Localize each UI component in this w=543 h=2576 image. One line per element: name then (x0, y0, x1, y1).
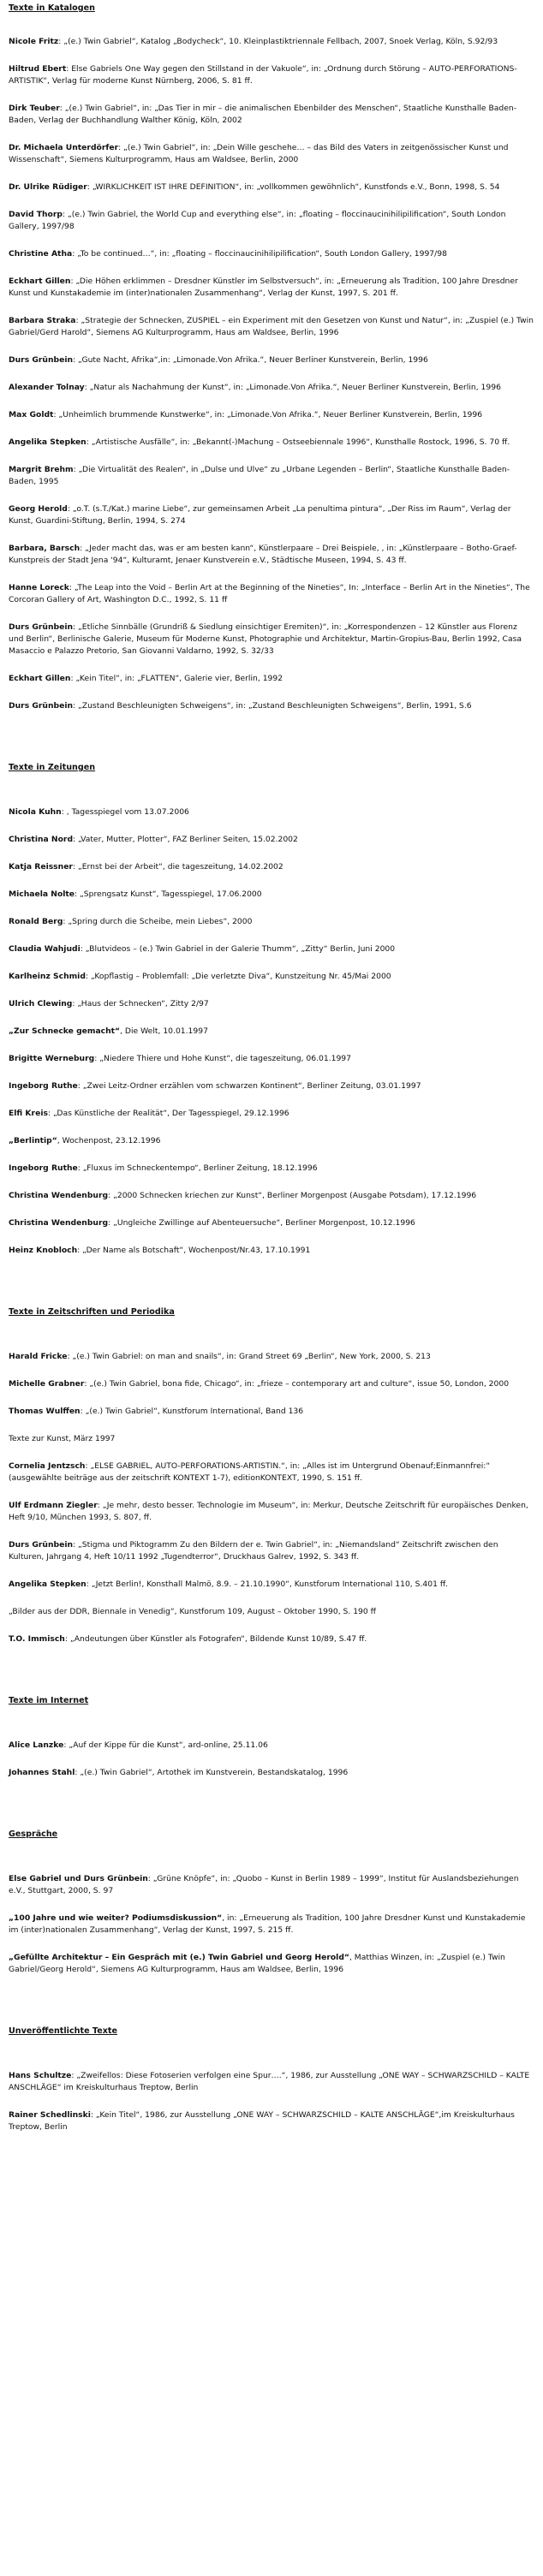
entry-detail: : „Blutvideos – (e.) Twin Gabriel in der Galerie Thumm“, „Zitty“ Berlin, Juni 2000 (80, 944, 396, 954)
bibliography-entry (9, 464, 534, 488)
entry-detail: Texte zur Kunst, März 1997 (9, 1434, 116, 1443)
entry-author: Max Goldt (9, 410, 54, 419)
entry-detail: , Wochenpost, 23.12.1996 (57, 1136, 161, 1145)
bibliography-entry (9, 181, 534, 193)
bibliography-entry (9, 998, 534, 1010)
entry-author: Durs Grünbein (9, 355, 74, 365)
entry-author: Christina Nord (9, 835, 74, 844)
bibliography-entry (9, 276, 534, 300)
entry-detail: : „(e.) Twin Gabriel“, Kunstforum International, Band 136 (80, 1407, 304, 1416)
entry-author: Ingeborg Ruthe (9, 1163, 78, 1173)
bibliography-entry (9, 1633, 534, 1645)
bibliography-entry (9, 543, 534, 567)
entry-detail: : „Sprengsatz Kunst“, Tagesspiegel, 17.06.2000 (75, 889, 262, 899)
entry-author: Else Gabriel und Durs Grünbein (9, 1874, 148, 1883)
bibliography-entry (9, 1500, 534, 1524)
entry-author: Heinz Knobloch (9, 1246, 78, 1255)
entry-author: Nicola Kuhn (9, 807, 62, 817)
bibliography-entry (9, 622, 534, 657)
section-title: Texte in Zeitschriften und Periodika (9, 1307, 175, 1317)
entry-author: „Berlintip“ (9, 1136, 57, 1145)
entry-author: Ulf Erdmann Ziegler (9, 1501, 98, 1510)
entry-author: Margrit Brehm (9, 465, 74, 474)
section-title: Texte im Internet (9, 1696, 89, 1705)
entry-detail: : „Zwei Leitz-Ordner erzählen vom schwarzen Kontinent“, Berliner Zeitung, 03.01.1997 (77, 1081, 421, 1091)
entry-detail: : „Grüne Knöpfe“, in: „Quobo – Kunst in Berlin 1989 – 1999“, Institut für Auslandsbeziehungen e.V., Stuttgart, 2000, S. 97 (9, 1874, 519, 1895)
entry-author: Christina Wendenburg (9, 1191, 109, 1200)
entry-author: Hanne Loreck (9, 583, 69, 592)
bibliography-entry (9, 1378, 534, 1390)
bibliography-entry (9, 354, 534, 366)
entry-detail: : „The Leap into the Void – Berlin Art at the Beginning of the Nineties“, In: „Interface – Berlin Art in the Nineties“, The Corcoran Gallery of Art, Washington D.C., 1992, S. 11 ff (9, 583, 530, 604)
entry-author: Ulrich Clewing (9, 999, 73, 1008)
entry-author: Christina Wendenburg (9, 1218, 109, 1228)
entry-detail: : „Jeder macht das, was er am besten kann“, Künstlerpaare – Drei Beispiele, , in: „Künstlerpaare – Botho-Graef-Kunstpreis der Stadt Jena '94“, Kulturamt, Jenaer Kunstverein e.V., Städtische Museen, 1994, S. 43 ff. (9, 544, 517, 565)
bibliography-section (9, 1829, 534, 1976)
entry-author: Eckhart Gillen (9, 277, 71, 286)
entry-author: Dr. Michaela Unterdörfer (9, 143, 119, 152)
entry-detail: „Bilder aus der DDR, Biennale in Venedig“, Kunstforum 109, August – Oktober 1990, S. 190 ff (9, 1607, 376, 1616)
entry-detail: : „Die Virtualität des Realen“, in „Dulse und Ulve“ zu „Urbane Legenden – Berlin“, Staatliche Kunsthalle Baden-Baden, 1995 (9, 465, 510, 486)
section-title: Unveröffentlichte Texte (9, 2026, 117, 2036)
entry-author: „100 Jahre und wie weiter? Podiumsdiskussion“ (9, 1913, 223, 1923)
bibliography-entry (9, 1026, 534, 1038)
bibliography-entry (9, 1245, 534, 1257)
entry-author: Hans Schultze (9, 2071, 72, 2080)
entry-author: Elfi Kreis (9, 1109, 48, 1118)
bibliography-entry (9, 943, 534, 955)
bibliography-entry (9, 1740, 534, 1752)
bibliography-entry (9, 889, 534, 901)
bibliography-entry (9, 2070, 534, 2094)
entry-detail: : „Haus der Schnecken“, Zitty 2/97 (72, 999, 209, 1008)
bibliography-entry (9, 2109, 534, 2133)
entry-author: Harald Fricke (9, 1352, 68, 1361)
entry-detail: , Matthias Winzen, in: „Zuspiel (e.) Twin Gabriel/Georg Herold“, Siemens AG Kulturprogramm, Haus am Waldsee, Berlin, 1996 (9, 1953, 505, 1974)
bibliography-entry (9, 1406, 534, 1418)
entry-author: Dirk Teuber (9, 104, 60, 113)
bibliography-entry (9, 1579, 534, 1591)
bibliography-entry (9, 1351, 534, 1363)
entry-detail: : „Niedere Thiere und Hohe Kunst“, die tageszeitung, 06.01.1997 (94, 1054, 352, 1063)
entry-detail: : „Das Künstliche der Realität“, Der Tagesspiegel, 29.12.1996 (47, 1109, 289, 1118)
section-title: Texte in Zeitungen (9, 763, 96, 772)
entry-author: Alice Lanzke (9, 1740, 64, 1750)
entry-author: Katja Reissner (9, 862, 73, 872)
bibliography-entry (9, 142, 534, 166)
bibliography-entry (9, 409, 534, 421)
bibliography-entry (9, 1108, 534, 1120)
entry-detail: : „Jetzt Berlin!, Konsthall Malmö, 8.9. – 21.10.1990“, Kunstforum International 110, S.401 ff. (86, 1580, 449, 1589)
bibliography-entry (9, 103, 534, 127)
entry-detail: : „o.T. (s.T./Kat.) marine Liebe“, zur gemeinsamen Arbeit „La penultima pintura“, „Der Riss im Raum“, Verlag der Kunst, Guardini-Stiftung, Berlin, 1994, S. 274 (9, 504, 511, 526)
bibliography-entry (9, 1163, 534, 1175)
bibliography-entry (9, 437, 534, 449)
bibliography-entry (9, 63, 534, 87)
entry-detail: : „Ungleiche Zwillinge auf Abenteuersuche“, Berliner Morgenpost, 10.12.1996 (108, 1218, 415, 1228)
entry-detail: : „Die Höhen erklimmen – Dresdner Künstler im Selbstversuch“, in: „Erneuerung als Tradition, 100 Jahre Dresdner Kunst und Kunstakademie im (inter)nationalen Zusammenhang“, Verlag der Kunst, 1997, S. 201 ff. (9, 277, 518, 298)
entry-author: Claudia Wahjudi (9, 944, 81, 954)
bibliography-entry (9, 1952, 534, 1976)
bibliography-section (9, 1695, 534, 1779)
bibliography-entry (9, 1135, 534, 1147)
entry-detail: : „(e.) Twin Gabriel“, in: „Das Tier in mir – die animalischen Ebenbilder des Menschen“, Staatliche Kunsthalle Baden-Baden, Verlag der Buchhandlung Walther König, Köln, 2002 (9, 104, 517, 125)
bibliography-entry (9, 700, 534, 712)
entry-author: „Zur Schnecke gemacht“ (9, 1026, 121, 1036)
entry-detail: : „Kein Titel“, in: „FLATTEN“, Galerie vier, Berlin, 1992 (70, 674, 283, 683)
entry-author: „Gefüllte Architektur – Ein Gespräch mit (e.) Twin Gabriel und Georg Herold“ (9, 1953, 349, 1962)
entry-detail: : „(e.) Twin Gabriel, the World Cup and everything else“, in: „floating – floccinaucinihilipilification“, South London Gallery, 1997/98 (9, 210, 506, 231)
entry-detail: : „Je mehr, desto besser. Technologie im Museum“, in: Merkur, Deutsche Zeitschrift für europäisches Denken, Heft 9/10, München 1993, S. 807, ff. (9, 1501, 528, 1522)
entry-author: Karlheinz Schmid (9, 972, 86, 981)
bibliography-entry (9, 861, 534, 873)
entry-author: Johannes Stahl (9, 1768, 75, 1777)
entry-author: Ingeborg Ruthe (9, 1081, 78, 1091)
bibliography-entry (9, 834, 534, 846)
entry-author: Rainer Schedlinski (9, 2110, 91, 2120)
entry-author: Ronald Berg (9, 917, 63, 926)
entry-author: Angelika Stepken (9, 1580, 87, 1589)
entry-detail: : „Fluxus im Schneckentempo“, Berliner Zeitung, 18.12.1996 (77, 1163, 318, 1173)
bibliography-entry (9, 582, 534, 606)
entry-detail: : „Spring durch die Scheibe, mein Liebes“, 2000 (63, 917, 253, 926)
bibliography-entry (9, 382, 534, 394)
bibliography-entry (9, 1433, 534, 1445)
bibliography-entry (9, 1539, 534, 1563)
entry-detail: : „WIRKLICHKEIT IST IHRE DEFINITION“, in: „vollkommen gewöhnlich“, Kunstfonds e.V., Bonn, 1998, S. 54 (87, 182, 500, 192)
entry-author: Cornelia Jentzsch (9, 1461, 86, 1471)
entry-detail: : „ELSE GABRIEL, AUTO-PERFORATIONS-ARTISTIN.“, in: „Alles ist im Untergrund Obenauf;Einmannfrei:“ (ausgewählte beiträge aus der zeitschrift KONTEXT 1-7), editionKONTEXT, 1990, S. 151 ff. (9, 1461, 491, 1483)
entry-author: Georg Herold (9, 504, 68, 514)
entry-detail: : „Unheimlich brummende Kunstwerke“, in: „Limonade.Von Afrika.“, Neuer Berliner Kunstverein, Berlin, 1996 (53, 410, 483, 419)
bibliography-section (9, 1306, 534, 1645)
entry-detail: : „Auf der Kippe für die Kunst“, ard-online, 25.11.06 (63, 1740, 268, 1750)
bibliography-entry (9, 1606, 534, 1618)
bibliography-entry (9, 503, 534, 527)
entry-author: Brigitte Werneburg (9, 1054, 95, 1063)
section-title: Gespräche (9, 1829, 58, 1839)
entry-detail: , Die Welt, 10.01.1997 (120, 1026, 208, 1036)
bibliography-entry (9, 1767, 534, 1779)
entry-detail: : „Andeutungen über Künstler als Fotografen“, Bildende Kunst 10/89, S.47 ff. (64, 1634, 367, 1644)
entry-detail: , in: „Erneuerung als Tradition, 100 Jahre Dresdner Kunst und Kunstakademie im (inter)nationalen Zusammenhang“, Verlag der Kunst, 1997, S. 215 ff. (9, 1913, 526, 1935)
entry-author: Durs Grünbein (9, 622, 74, 632)
entry-detail: : „Artistische Ausfälle“, in: „Bekannt(-)Machung – Ostseebiennale 1996“, Kunsthalle Rostock, 1996, S. 70 ff. (86, 437, 510, 447)
bibliography-entry (9, 315, 534, 339)
bibliography-entry (9, 1873, 534, 1897)
entry-author: T.O. Immisch (9, 1634, 65, 1644)
bibliography-document (0, 3, 543, 2133)
bibliography-entry (9, 916, 534, 928)
entry-author: Thomas Wulffen (9, 1407, 81, 1416)
entry-detail: : „Vater, Mutter, Plotter“, FAZ Berliner Seiten, 15.02.2002 (73, 835, 298, 844)
bibliography-entry (9, 1190, 534, 1202)
entry-author: Barbara, Barsch (9, 544, 81, 553)
entry-detail: : „Natur als Nachahmung der Kunst“, in: „Limonade.Von Afrika.“, Neuer Berliner Kunstverein, Berlin, 1996 (84, 383, 501, 392)
entry-detail: : „Kopflastig – Problemfall: „Die verletzte Diva“, Kunstzeitung Nr. 45/Mai 2000 (85, 972, 391, 981)
entry-author: Michaela Nolte (9, 889, 75, 899)
entry-detail: : Else Gabriels One Way gegen den Stillstand in der Vakuole“, in: „Ordnung durch Störung – AUTO-PERFORATIONS-ARTISTIK“, Verlag für moderne Kunst Nürnberg, 2006, S. 81 ff. (9, 64, 517, 86)
bibliography-entry (9, 1461, 534, 1484)
section-title: Texte in Katalogen (9, 3, 95, 13)
entry-author: Alexander Tolnay (9, 383, 85, 392)
entry-detail: : „Ernst bei der Arbeit“, die tageszeitung, 14.02.2002 (72, 862, 283, 872)
bibliography-section (9, 3, 534, 712)
bibliography-entry (9, 209, 534, 233)
entry-detail: : „Gute Nacht, Afrika“,in: „Limonade.Von Afrika.“, Neuer Berliner Kunstverein, Berlin, 1996 (73, 355, 428, 365)
entry-author: David Thorp (9, 210, 63, 219)
bibliography-entry (9, 806, 534, 818)
entry-detail: : „Zustand Beschleunigten Schweigens“, in: „Zustand Beschleunigten Schweigens“, Berlin, 1991, S.6 (73, 701, 472, 711)
entry-detail: : , Tagesspiegel vom 13.07.2006 (61, 807, 189, 817)
entry-author: Michelle Grabner (9, 1379, 85, 1389)
entry-author: Barbara Straka (9, 316, 76, 325)
entry-author: Durs Grünbein (9, 1540, 74, 1550)
entry-author: Dr. Ulrike Rüdiger (9, 182, 87, 192)
bibliography-entry (9, 248, 534, 260)
bibliography-entry (9, 971, 534, 983)
entry-detail: : „(e.) Twin Gabriel, bona fide, Chicago“, in: „frieze – contemporary art and culture“, issue 50, London, 2000 (84, 1379, 510, 1389)
entry-author: Angelika Stepken (9, 437, 87, 447)
entry-detail: : „Strategie der Schnecken, ZUSPIEL – ein Experiment mit den Gesetzen von Kunst und Natur“, in: „Zuspiel (e.) Twin Gabriel/Gerd Harold“, Siemens AG Kulturprogramm, Haus am Waldsee, Berlin, 1996 (9, 316, 534, 337)
entry-detail: : „To be continued…“, in: „floating – floccinaucinihilipilification“, South London Gallery, 1997/98 (72, 249, 447, 259)
bibliography-entry (9, 673, 534, 685)
entry-detail: : „Kein Titel“, 1986, zur Ausstellung „ONE WAY – SCHWARZSCHILD – KALTE ANSCHLÄGE“,im Kreiskulturhaus Treptow, Berlin (9, 2110, 515, 2132)
entry-author: Durs Grünbein (9, 701, 74, 711)
entry-author: Eckhart Gillen (9, 674, 71, 683)
bibliography-entry (9, 1053, 534, 1065)
bibliography-entry (9, 1913, 534, 1936)
entry-detail: : „Der Name als Botschaft“, Wochenpost/Nr.43, 17.10.1991 (77, 1246, 311, 1255)
bibliography-section (9, 2026, 534, 2133)
entry-detail: : „(e.) Twin Gabriel: on man and snails“, in: Grand Street 69 „Berlin“, New York, 2000, S. 213 (67, 1352, 431, 1361)
entry-detail: : „Zweifellos: Diese Fotoserien verfolgen eine Spur….“, 1986, zur Ausstellung „ONE WAY – SCHWARZSCHILD – KALTE ANSCHLÄGE“ im Kreiskulturhaus Treptow, Berlin (9, 2071, 530, 2092)
entry-detail: : „(e.) Twin Gabriel“, in: „Dein Wille geschehe… – das Bild des Vaters in zeitgenössischer Kunst und Wissenschaft“, Siemens Kulturprogramm, Haus am Waldsee, Berlin, 2000 (9, 143, 509, 164)
entry-detail: : „Stigma und Piktogramm Zu den Bildern der e. Twin Gabriel“, in: „Niemandsland“ Zeitschrift zwischen den Kulturen, Jahrgang 4, Heft 10/11 1992 „Tugendterror“, Druckhaus Galrev, 1992, S. 343 ff. (9, 1540, 498, 1562)
bibliography-entry (9, 1080, 534, 1092)
entry-detail: : „2000 Schnecken kriechen zur Kunst“, Berliner Morgenpost (Ausgabe Potsdam), 17.12.1996 (108, 1191, 477, 1200)
bibliography-section (9, 762, 534, 1257)
entry-detail: : „(e.) Twin Gabriel“, Katalog „Bodycheck“, 10. Kleinplastiktriennale Fellbach, 2007, Snoek Verlag, Köln, S.92/93 (58, 37, 498, 46)
entry-detail: : „Etliche Sinnbälle (Grundriß & Siedlung einsichtiger Eremiten)“, in: „Korrespondenzen – 12 Künstler aus Florenz und Berlin“, Berlinische Galerie, Museum für Moderne Kunst, Photographie und Architektur, Martin-Gropius-Bau, Berlin 1992, Casa Masaccio e Palazzo Pretorio, San Giovanni Valdarno, 1992, S. 32/33 (9, 622, 522, 656)
entry-detail: : „(e.) Twin Gabriel“, Artothek im Kunstverein, Bestandskatalog, 1996 (75, 1768, 349, 1777)
bibliography-entry (9, 1217, 534, 1229)
bibliography-entry (9, 36, 534, 48)
entry-author: Nicole Fritz (9, 37, 59, 46)
entry-author: Christine Atha (9, 249, 73, 259)
entry-author: Hiltrud Ebert (9, 64, 67, 74)
